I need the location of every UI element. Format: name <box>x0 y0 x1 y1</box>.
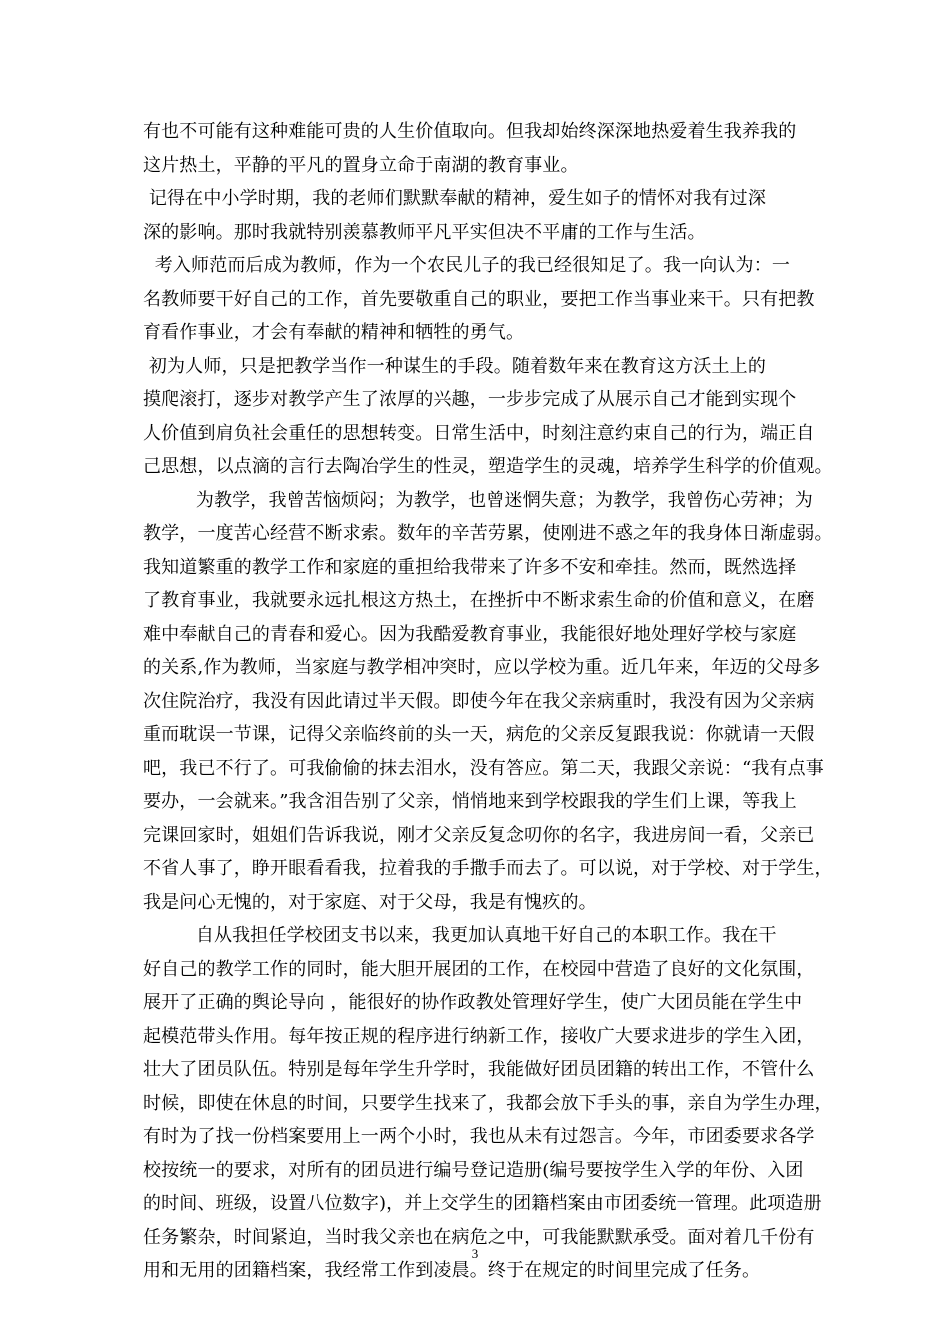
text-line: 重而耽误一节课，记得父亲临终前的头一天，病危的父亲反复跟我说：你就请一天假 <box>143 724 815 745</box>
text-line: 好自己的教学工作的同时，能大胆开展团的工作，在校园中营造了良好的文化氛围， <box>143 959 815 980</box>
text-line: 深的影响。那时我就特别羡慕教师平凡平实但决不平庸的工作与生活。 <box>143 222 706 243</box>
text-line: 壮大了团员队伍。特别是每年学生升学时，我能做好团员团籍的转出工作，不管什么 <box>143 1059 815 1080</box>
text-line: 为教学，我曾苦恼烦闷；为教学，也曾迷惘失意；为教学，我曾伤心劳神；为 <box>143 490 813 511</box>
text-line: 时候，即使在休息的时间，只要学生找来了，我都会放下手头的事，亲自为学生办理， <box>143 1093 833 1114</box>
text-line: 次住院治疗，我没有因此请过半天假。即使今年在我父亲病重时，我没有因为父亲病 <box>143 691 815 712</box>
text-line: 了教育事业，我就要永远扎根这方热土，在挫折中不断求索生命的价值和意义，在磨 <box>143 590 815 611</box>
text-line: 初为人师，只是把教学当作一种谋生的手段。随着数年来在教育这方沃土上的 <box>143 356 766 377</box>
text-line: 起模范带头作用。每年按正规的程序进行纳新工作，接收广大要求进步的学生入团， <box>143 1026 815 1047</box>
text-line: 有也不可能有这种难能可贵的人生价值取向。但我却始终深深地热爱着生我养我的 <box>143 121 797 142</box>
text-line: 记得在中小学时期，我的老师们默默奉献的精神，爱生如子的情怀对我有过深 <box>143 188 766 209</box>
text-line: 我知道繁重的教学工作和家庭的重担给我带来了许多不安和牵挂。然而，既然选择 <box>143 557 797 578</box>
text-line: 展开了正确的舆论导向 ，能很好的协作政教处管理好学生，使广大团员能在学生中 <box>143 992 803 1013</box>
text-line: 的时间、班级，设置八位数字)，并上交学生的团籍档案由市团委统一管理。此项造册 <box>143 1193 822 1214</box>
text-line: 要办，一会就来。”我含泪告别了父亲，悄悄地来到学校跟我的学生们上课，等我上 <box>143 791 797 812</box>
text-line: 考入师范而后成为教师，作为一个农民儿子的我已经很知足了。我一向认为：一 <box>143 255 790 276</box>
text-line: 校按统一的要求，对所有的团员进行编号登记造册(编号要按学生入学的年份、入团 <box>143 1160 804 1181</box>
text-line: 完课回家时，姐姐们告诉我说，刚才父亲反复念叨你的名字，我进房间一看，父亲已 <box>143 825 815 846</box>
text-line: 育看作事业，才会有奉献的精神和牺牲的勇气。 <box>143 322 525 343</box>
text-line: 人价值到肩负社会重任的思想转变。日常生活中，时刻注意约束自己的行为，端正自 <box>143 423 815 444</box>
text-line: 不省人事了，睁开眼看看我，拉着我的手撒手而去了。可以说，对于学校、对于学生， <box>143 858 833 879</box>
text-line: 难中奉献自己的青春和爱心。因为我酷爱教育事业，我能很好地处理好学校与家庭 <box>143 624 797 645</box>
text-line: 自从我担任学校团支书以来，我更加认真地干好自己的本职工作。我在干 <box>143 925 777 946</box>
text-line: 有时为了找一份档案要用上一两个小时，我也从未有过怨言。今年，市团委要求各学 <box>143 1126 815 1147</box>
text-line: 名教师要干好自己的工作，首先要敬重自己的职业，要把工作当事业来干。只有把教 <box>143 289 815 310</box>
text-line: 摸爬滚打，逐步对教学产生了浓厚的兴趣，一步步完成了从展示自己才能到实现个 <box>143 389 797 410</box>
text-line: 己思想，以点滴的言行去陶冶学生的性灵，塑造学生的灵魂，培养学生科学的价值观。 <box>143 456 833 477</box>
text-line: 教学，一度苦心经营不断求索。数年的辛苦劳累，使刚进不惑之年的我身体日渐虚弱。 <box>143 523 833 544</box>
text-line: 这片热土，平静的平凡的置身立命于南湖的教育事业。 <box>143 155 579 176</box>
text-line: 我是问心无愧的，对于家庭、对于父母，我是有愧疚的。 <box>143 892 597 913</box>
text-line: 吧，我已不行了。可我偷偷的抹去泪水，没有答应。第二天，我跟父亲说：“我有点事 <box>143 758 824 779</box>
page-number: 3 <box>471 1246 479 1261</box>
text-line: 的关系,作为教师，当家庭与教学相冲突时，应以学校为重。近几年来，年迈的父母多 <box>143 657 821 678</box>
text-line: 用和无用的团籍档案，我经常工作到凌晨。终于在规定的时间里完成了任务。 <box>143 1260 761 1281</box>
text-line: 任务繁杂，时间紧迫，当时我父亲也在病危之中，可我能默默承受。面对着几千份有 <box>143 1227 815 1248</box>
